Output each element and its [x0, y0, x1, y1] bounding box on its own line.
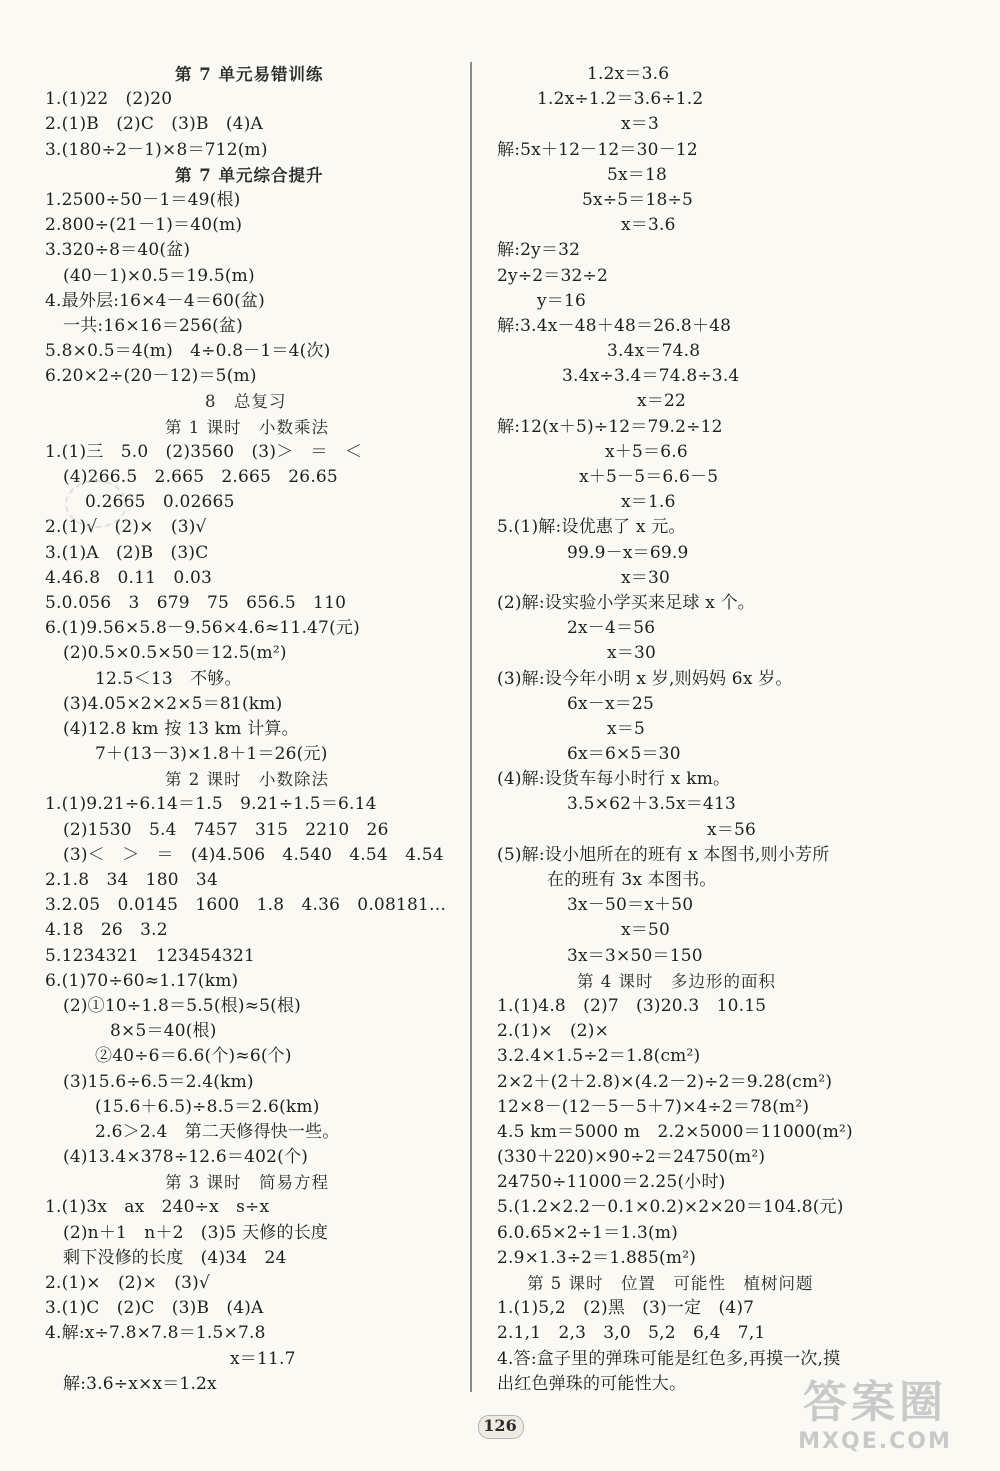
answer-line: 1.2x＝3.6 — [587, 64, 670, 84]
answer-line: 5.8×0.5＝4(m) 4÷0.8－1＝4(次) — [45, 341, 331, 362]
answer-line: 3x－50＝x＋50 — [567, 895, 694, 916]
answer-line: 2.1,1 2,3 3,0 5,2 6,4 7,1 — [497, 1323, 766, 1344]
answer-line: 99.9－x＝69.9 — [567, 542, 689, 563]
answer-line: 2.(1)B (2)C (3)B (4)A — [45, 114, 264, 135]
answer-line: (3)＜ ＞ ＝ (4)4.506 4.540 4.54 4.54 — [63, 844, 444, 865]
answer-line: (40－1)×0.5＝19.5(m) — [63, 265, 255, 286]
section-heading: 第 4 课时 多边形的面积 — [577, 971, 776, 991]
answer-line: 6.(1)70÷60≈1.17(km) — [45, 970, 239, 991]
answer-line: 2.(1)× (2)× (3)√ — [45, 1273, 210, 1293]
answer-line: x＝11.7 — [230, 1348, 296, 1369]
answer-line: 2.9×1.3÷2＝1.885(m²) — [497, 1247, 697, 1268]
answer-line: 一共:16×16＝256(盆) — [63, 315, 243, 336]
answer-line: 4.最外层:16×4－4＝60(盆) — [45, 290, 265, 311]
answer-line: (3)15.6÷6.5＝2.4(km) — [63, 1071, 254, 1092]
answer-line: x＝3.6 — [621, 215, 676, 236]
answer-line: (3)解:设今年小明 x 岁,则妈妈 6x 岁。 — [497, 668, 793, 689]
answer-line: 出红色弹珠的可能性大。 — [497, 1373, 687, 1394]
answer-line: 3.(1)C (2)C (3)B (4)A — [45, 1298, 264, 1319]
answer-line: 3.4x＝74.8 — [607, 341, 701, 362]
answer-line: (2)1530 5.4 7457 315 2210 26 — [63, 819, 389, 840]
answer-line: y＝16 — [537, 290, 587, 311]
answer-line: (2)解:设实验小学买来足球 x 个。 — [497, 592, 756, 613]
answer-line: 5.(1)解:设优惠了 x 元。 — [497, 517, 686, 538]
answer-line: 解:3.4x－48＋48＝26.8＋48 — [497, 315, 732, 336]
answer-line: (4)解:设货车每小时行 x km。 — [497, 769, 731, 790]
answer-line: 5.0.056 3 679 75 656.5 110 — [45, 592, 347, 613]
answer-line: x＝30 — [621, 567, 671, 588]
answer-line: 1.2x÷1.2＝3.6÷1.2 — [537, 89, 704, 110]
answer-line: 3.2.4×1.5÷2＝1.8(cm²) — [497, 1046, 701, 1067]
answer-line: x＝50 — [621, 920, 671, 941]
answer-line: 3.2.05 0.0145 1600 1.8 4.36 0.08181… — [45, 895, 447, 916]
answer-line: 2x－4＝56 — [567, 618, 656, 639]
answer-line: 解:5x＋12－12＝30－12 — [497, 139, 698, 160]
answer-line: 4.答:盒子里的弹珠可能是红色多,再摸一次,摸 — [497, 1348, 841, 1369]
answer-line: (4)266.5 2.665 2.665 26.65 — [63, 467, 338, 487]
answer-line: 解:3.6÷x×x＝1.2x — [63, 1373, 217, 1394]
answer-line: 0.2665 0.02665 — [85, 492, 235, 513]
answer-line: 1.(1)9.21÷6.14＝1.5 9.21÷1.5＝6.14 — [45, 794, 377, 815]
section-heading: 第 7 单元综合提升 — [175, 165, 324, 185]
answer-line: (2)①10÷1.8＝5.5(根)≈5(根) — [63, 995, 302, 1016]
page-number: 126 — [468, 1413, 532, 1439]
answer-line: 5x÷5＝18÷5 — [582, 189, 693, 210]
column-divider — [470, 62, 472, 1392]
watermark-logo: 答案圈 — [803, 1377, 947, 1428]
answer-line: 1.(1)3x ax 240÷x s÷x — [45, 1197, 270, 1218]
answer-line: 解:2y＝32 — [497, 240, 581, 261]
answer-line: 4.46.8 0.11 0.03 — [45, 567, 212, 588]
answer-line: 1.(1)5,2 (2)黑 (3)一定 (4)7 — [497, 1298, 755, 1319]
answer-line: 1.(1)22 (2)20 — [45, 89, 173, 110]
answer-line: 2.6＞2.4 第二天修得快一些。 — [95, 1121, 340, 1142]
answer-line: 24750÷11000＝2.25(小时) — [497, 1172, 726, 1193]
answer-line: 2y÷2＝32÷2 — [497, 265, 608, 286]
answer-line: 5.(1.2×2.2－0.1×0.2)×2×20＝104.8(元) — [497, 1197, 844, 1218]
answer-line: (2)n＋1 n＋2 (3)5 天修的长度 — [63, 1222, 329, 1243]
answer-line: 3.(1)A (2)B (3)C — [45, 542, 209, 563]
answer-line: 6x－x＝25 — [567, 693, 655, 714]
answer-line: 4.18 26 3.2 — [45, 920, 168, 941]
answer-line: 3.(180÷2－1)×8＝712(m) — [45, 139, 268, 160]
answer-line: 3x＝3×50＝150 — [567, 945, 703, 966]
answer-line: x＝56 — [707, 819, 757, 840]
answer-line: 5x＝18 — [607, 164, 668, 185]
answer-line: 2.(1)√ (2)× (3)√ — [45, 517, 207, 538]
answer-line: 7＋(13－3)×1.8＋1＝26(元) — [95, 744, 328, 765]
section-heading: 第 5 课时 位置 可能性 植树问题 — [527, 1274, 814, 1293]
answer-line: (4)13.4×378÷12.6＝402(个) — [63, 1147, 309, 1168]
answer-line: x＝5 — [607, 718, 646, 739]
answer-line: x＋5＝6.6 — [605, 441, 688, 462]
answer-line: (330＋220)×90÷2＝24750(m²) — [497, 1147, 766, 1168]
answer-line: 2.(1)× (2)× — [497, 1021, 610, 1042]
answer-line: 12×8－(12－5－5＋7)×4÷2＝78(m²) — [497, 1096, 810, 1117]
answer-line: 解:12(x＋5)÷12＝79.2÷12 — [497, 416, 723, 437]
left-answer-column — [45, 62, 460, 1397]
answer-line: 2×2＋(2＋2.8)×(4.2－2)÷2＝9.28(cm²) — [497, 1071, 833, 1092]
section-heading: 第 7 单元易错训练 — [175, 65, 324, 84]
answer-line: x＝30 — [607, 643, 657, 664]
answer-line: x＝22 — [637, 391, 687, 412]
answer-line: (3)4.05×2×2×5＝81(km) — [63, 693, 283, 714]
answer-line: 3.4x÷3.4＝74.8÷3.4 — [562, 366, 740, 387]
answer-line: 1.(1)4.8 (2)7 (3)20.3 10.15 — [497, 995, 767, 1016]
answer-line: 2.1.8 34 180 34 — [45, 870, 218, 890]
answer-line: x＝3 — [621, 114, 660, 135]
answer-line: 4.5 km＝5000 m 2.2×5000＝11000(m²) — [497, 1121, 853, 1142]
section-heading: 8 总复习 — [205, 392, 287, 412]
answer-line: (2)0.5×0.5×50＝12.5(m²) — [63, 643, 287, 664]
site-watermark — [770, 1377, 980, 1457]
faint-stamp-mark — [65, 480, 127, 528]
answer-line: (15.6＋6.5)÷8.5＝2.6(km) — [95, 1096, 320, 1117]
answer-line: 3.320÷8＝40(盆) — [45, 240, 191, 261]
right-answer-column — [497, 62, 922, 1397]
watermark-url: MXQE.COM — [798, 1429, 952, 1454]
answer-line: 8×5＝40(根) — [110, 1021, 217, 1042]
section-heading: 第 1 课时 小数乘法 — [165, 417, 329, 437]
answer-line: 6.(1)9.56×5.8－9.56×4.6≈11.47(元) — [45, 618, 360, 639]
section-heading: 第 3 课时 简易方程 — [165, 1173, 329, 1193]
answer-line: 5.1234321 123454321 — [45, 945, 256, 966]
answer-line: 6.20×2÷(20－12)＝5(m) — [45, 366, 257, 387]
answer-line: (4)12.8 km 按 13 km 计算。 — [63, 718, 299, 739]
answer-line: 2.800÷(21－1)＝40(m) — [45, 215, 243, 236]
answer-line: 4.解:x÷7.8×7.8＝1.5×7.8 — [45, 1323, 266, 1344]
answer-line: ②40÷6＝6.6(个)≈6(个) — [95, 1046, 292, 1067]
answer-line: 在的班有 3x 本图书。 — [547, 870, 717, 890]
answer-line: (5)解:设小旭所在的班有 x 本图书,则小芳所 — [497, 844, 830, 865]
answer-line: 6.0.65×2÷1＝1.3(m) — [497, 1222, 679, 1243]
answer-line: x＋5－5＝6.6－5 — [579, 467, 719, 487]
answer-line: x＝1.6 — [621, 492, 676, 513]
answer-line: 6x＝6×5＝30 — [567, 744, 681, 765]
section-heading: 第 2 课时 小数除法 — [165, 770, 329, 790]
answer-line: 1.2500÷50－1＝49(根) — [45, 189, 241, 210]
answer-line: 12.5＜13 不够。 — [95, 668, 242, 689]
answer-line: 剩下没修的长度 (4)34 24 — [63, 1247, 287, 1268]
answer-line: 3.5×62＋3.5x＝413 — [567, 794, 736, 815]
answer-line: 1.(1)三 5.0 (2)3560 (3)＞ ＝ ＜ — [45, 441, 363, 462]
